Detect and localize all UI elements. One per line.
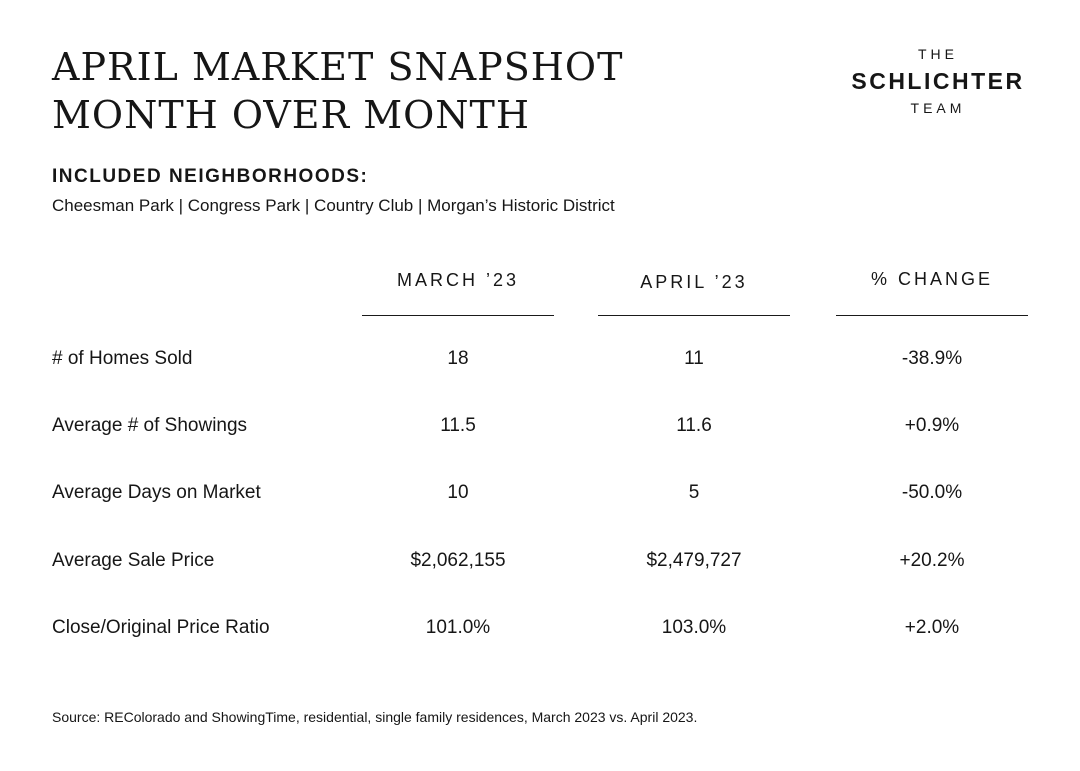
- cell-april: 5: [688, 482, 700, 503]
- table-row: [0, 415, 1080, 445]
- row-label: Average Sale Price: [52, 550, 215, 571]
- neighborhoods-list: Cheesman Park | Congress Park | Country Club | Morgan’s Historic District: [52, 196, 615, 215]
- column-divider-march: [362, 315, 554, 316]
- cell-march: $2,062,155: [410, 550, 506, 571]
- cell-change: -50.0%: [901, 482, 963, 503]
- cell-march: 10: [447, 482, 469, 503]
- brand-logo: [838, 44, 1038, 118]
- column-header-change: % CHANGE: [870, 269, 993, 289]
- table-row: [0, 550, 1080, 580]
- row-label: Average Days on Market: [52, 482, 261, 503]
- row-label: Close/Original Price Ratio: [52, 617, 270, 638]
- title-line-2: MONTH OVER MONTH: [52, 93, 531, 137]
- source-footnote: Source: REColorado and ShowingTime, residential, single family residences, March 2023 vs. April 2023.: [52, 709, 698, 725]
- table-row: [0, 348, 1080, 378]
- title-line-1: APRIL MARKET SNAPSHOT: [52, 45, 624, 89]
- cell-april: $2,479,727: [646, 550, 742, 571]
- neighborhoods-heading: INCLUDED NEIGHBORHOODS:: [52, 166, 369, 187]
- column-divider-april: [598, 315, 790, 316]
- logo-text-top: THE: [918, 46, 958, 62]
- row-label: Average # of Showings: [52, 415, 248, 436]
- column-header-april: APRIL ’23: [640, 272, 748, 292]
- cell-change: +20.2%: [899, 550, 965, 571]
- column-header-march: MARCH ’23: [396, 270, 520, 290]
- cell-march: 11.5: [440, 415, 476, 436]
- cell-march: 18: [447, 348, 469, 369]
- logo-text-bottom: TEAM: [910, 100, 966, 116]
- cell-change: +0.9%: [904, 415, 960, 436]
- cell-change: +2.0%: [904, 617, 960, 638]
- table-row: [0, 482, 1080, 512]
- cell-april: 11: [684, 348, 704, 369]
- logo-text-middle: SCHLICHTER: [851, 68, 1025, 94]
- cell-april: 11.6: [676, 415, 712, 436]
- cell-april: 103.0%: [661, 617, 727, 638]
- column-divider-change: [836, 315, 1028, 316]
- cell-change: -38.9%: [901, 348, 963, 369]
- cell-march: 101.0%: [425, 617, 491, 638]
- row-label: # of Homes Sold: [52, 348, 193, 369]
- table-row: [0, 617, 1080, 647]
